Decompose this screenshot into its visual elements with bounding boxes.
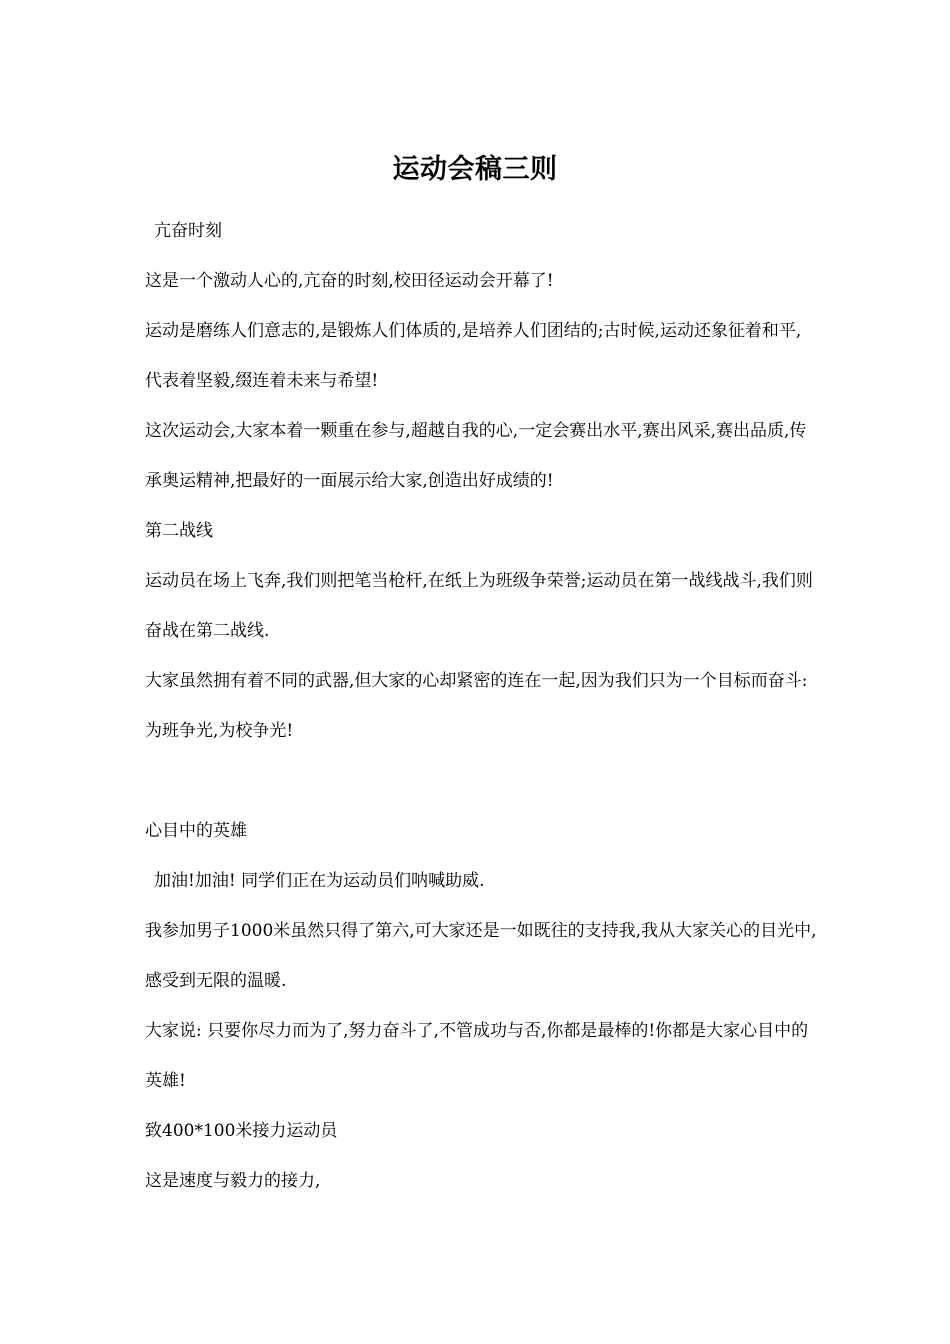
section-heading-relay: 致400*100米接力运动员 [145, 1121, 338, 1141]
paragraph: 大家说: 只要你尽力而为了,努力奋斗了,不管成功与否,你都是最棒的!你都是大家心目中的英雄! [145, 1021, 809, 1091]
document-body [145, 206, 817, 1206]
paragraph: 这是速度与毅力的接力, [145, 1171, 321, 1191]
paragraph: 运动是磨练人们意志的,是锻炼人们体质的,是培养人们团结的;古时候,运动还象征着和平,代表着坚毅,缀连着未来与希望! [145, 321, 802, 391]
paragraph: 运动员在场上飞奔,我们则把笔当枪杆,在纸上为班级争荣誉;运动员在第一战线战斗,我们则奋战在第二战线. [145, 571, 813, 641]
section-heading-exciting-moment: 亢奋时刻 [154, 221, 222, 241]
paragraph: 加油!加油! 同学们正在为运动员们呐喊助威. [154, 871, 485, 891]
paragraph: 我参加男子1000米虽然只得了第六,可大家还是一如既往的支持我,我从大家关心的目光中,感受到无限的温暖. [145, 921, 817, 991]
section-heading-hero: 心目中的英雄 [145, 821, 247, 841]
section-heading-second-front: 第二战线 [145, 521, 213, 541]
paragraph: 大家虽然拥有着不同的武器,但大家的心却紧密的连在一起,因为我们只为一个目标而奋斗:为班争光,为校争光! [145, 671, 808, 741]
paragraph: 这是一个激动人心的,亢奋的时刻,校田径运动会开幕了! [145, 271, 554, 291]
document-title: 运动会稿三则 [392, 154, 558, 186]
paragraph: 这次运动会,大家本着一颗重在参与,超越自我的心,一定会赛出水平,赛出风采,赛出品质,传承奥运精神,把最好的一面展示给大家,创造出好成绩的! [145, 421, 807, 491]
blank-line [145, 756, 817, 806]
